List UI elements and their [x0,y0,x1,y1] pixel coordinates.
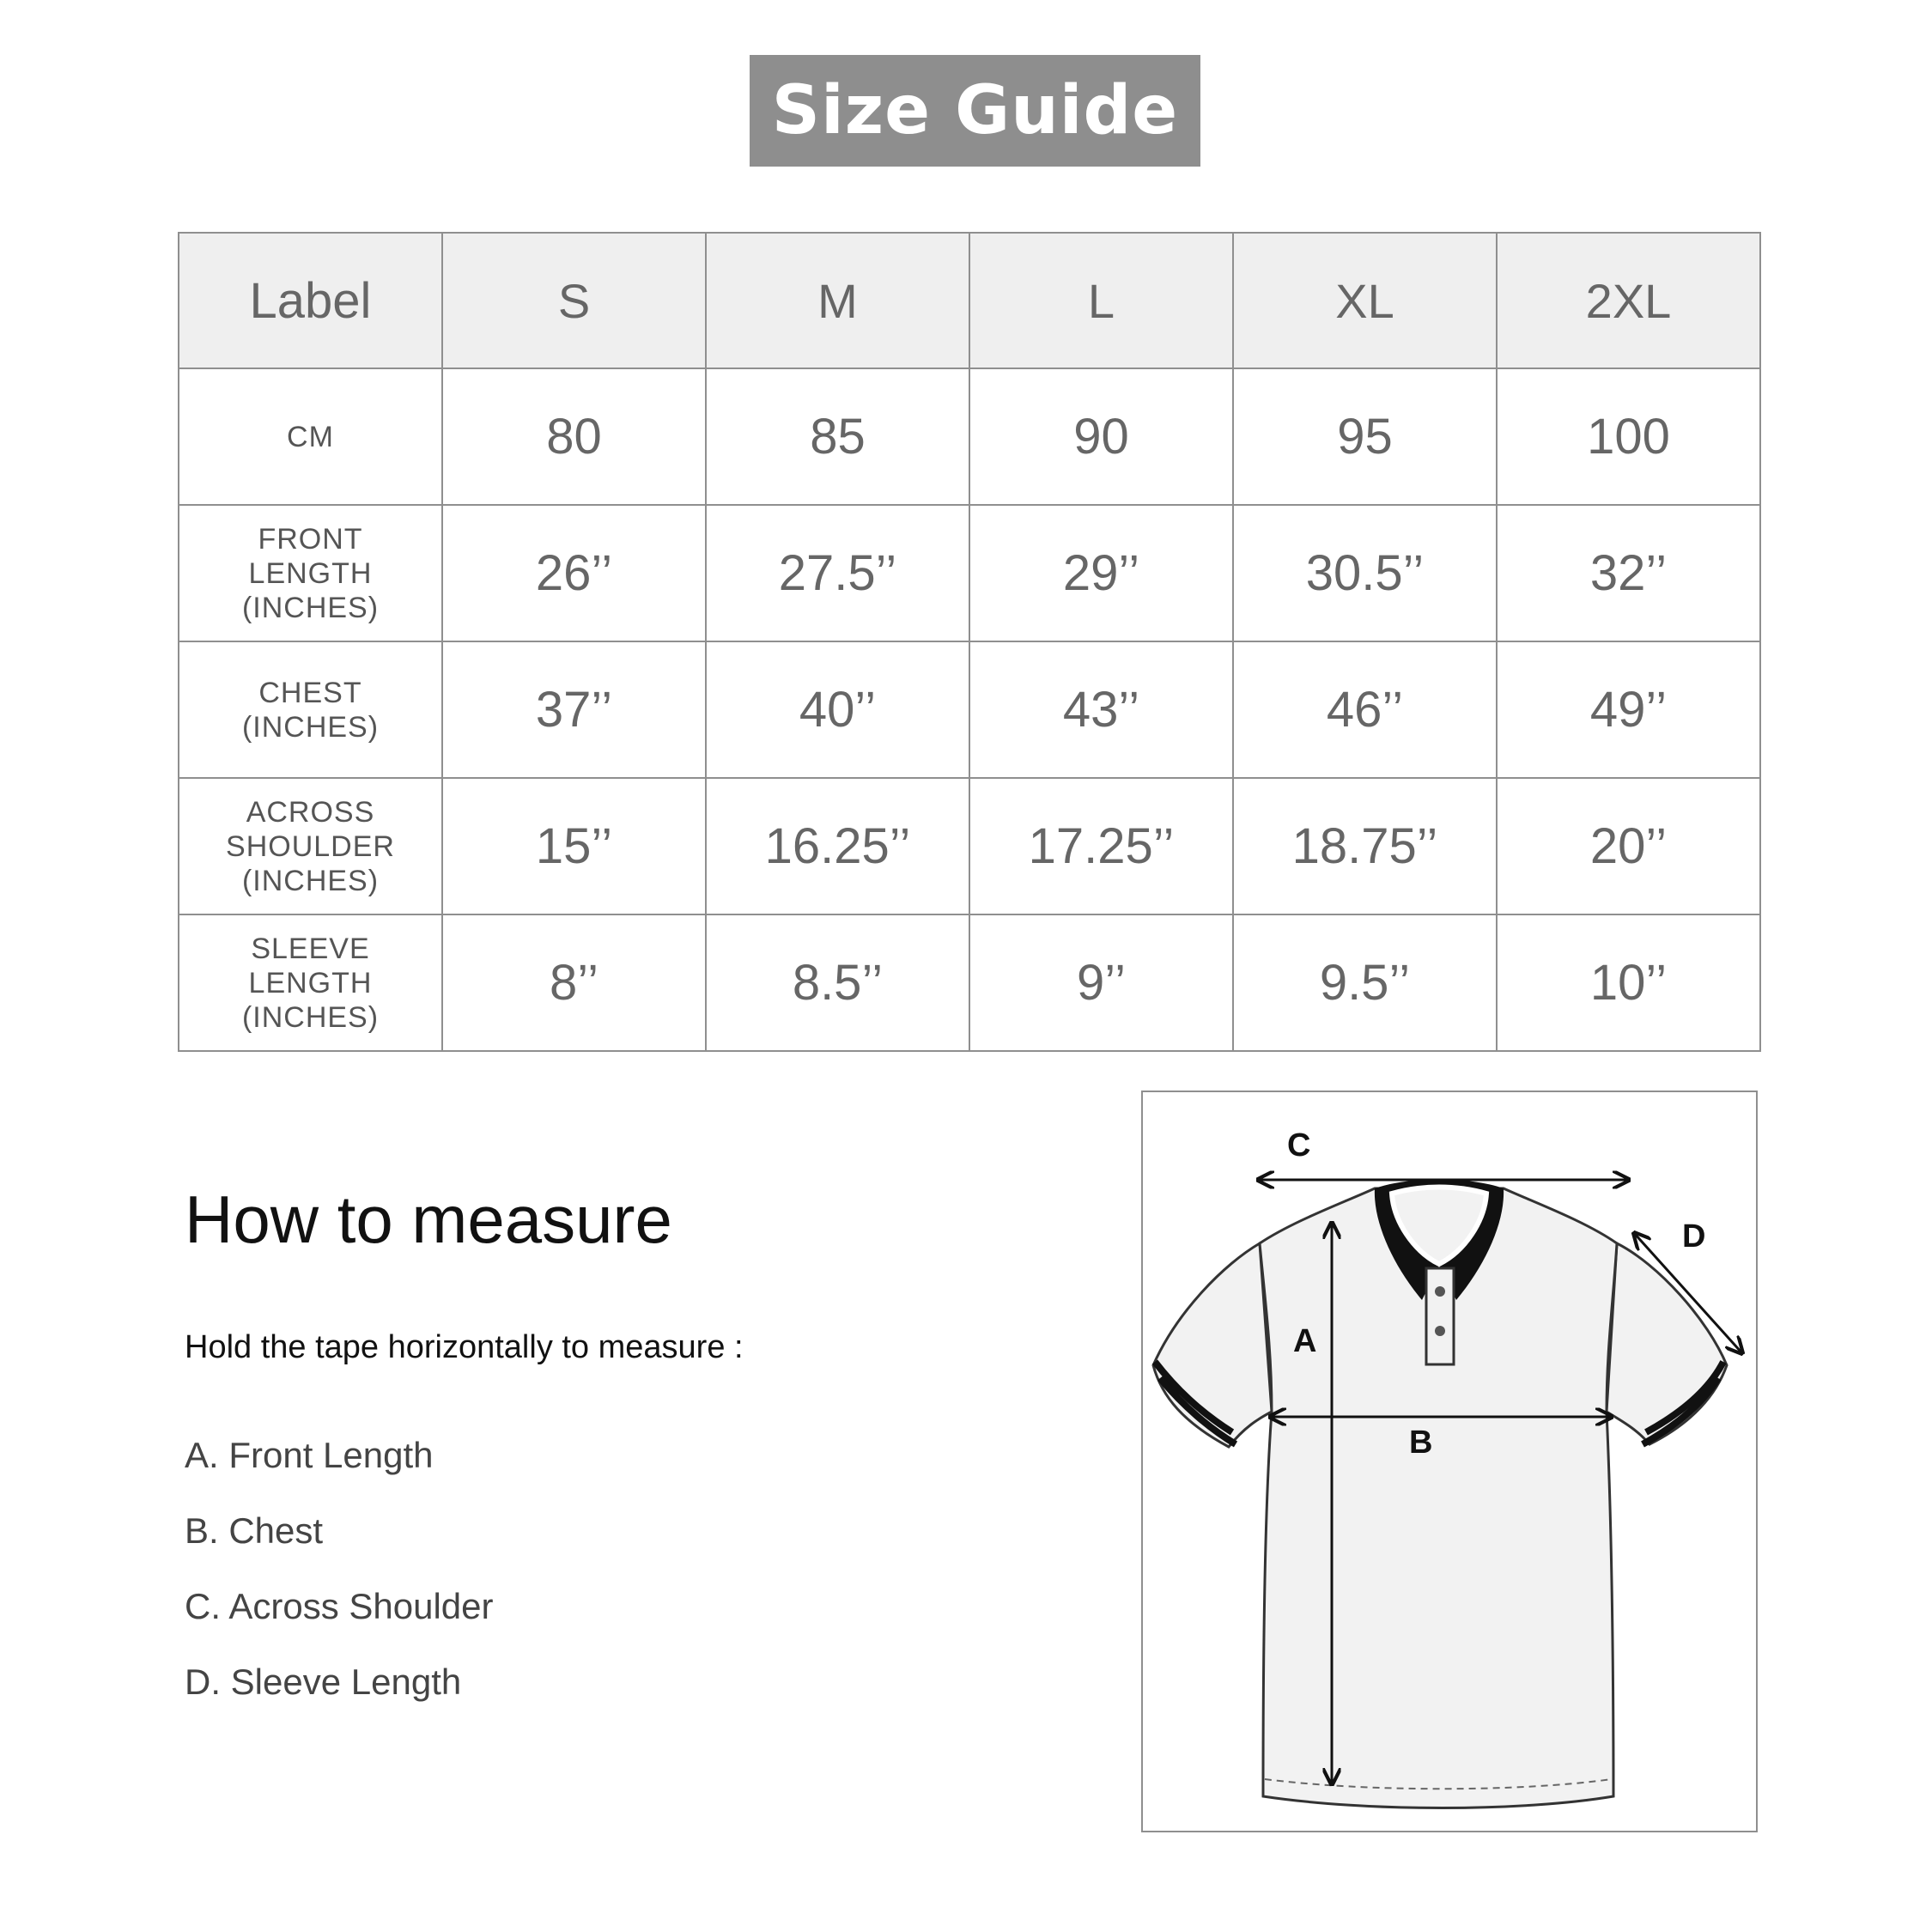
header-label-cell: Label [179,233,442,368]
table-cell: 43’’ [969,641,1233,778]
row-label-across-shoulder [179,778,442,914]
table-cell: 27.5’’ [706,505,969,641]
marker-label-a: A [1293,1323,1317,1359]
table-cell: 30.5’’ [1233,505,1497,641]
table-cell: 32’’ [1497,505,1760,641]
table-cell: 15’’ [442,778,706,914]
table-cell: 9.5’’ [1233,914,1497,1051]
row-label-line: (INCHES) [241,710,380,744]
polo-shirt-diagram [1143,1092,1756,1831]
header-size-s: S [442,233,706,368]
table-cell: 29’’ [969,505,1233,641]
table-cell: 20’’ [1497,778,1760,914]
size-table [178,232,1761,1052]
row-label-line: (INCHES) [241,864,380,897]
header-size-l: L [969,233,1233,368]
table-row-sleeve-length [179,914,1760,1051]
header-size-m: M [706,233,969,368]
marker-label-d: D [1682,1218,1706,1255]
table-cell: 10’’ [1497,914,1760,1051]
list-item: C. Across Shoulder [185,1586,494,1626]
table-cell: 37’’ [442,641,706,778]
row-label-line: CM [287,420,334,453]
table-cell: 8.5’’ [706,914,969,1051]
right-sleeve [1607,1243,1727,1444]
list-item: B. Chest [185,1510,324,1551]
button [1435,1286,1445,1297]
row-label-line: ACROSS [246,795,375,829]
table-cell: 17.25’’ [969,778,1233,914]
table-cell: 18.75’’ [1233,778,1497,914]
button [1435,1326,1445,1336]
header-size-xl: XL [1233,233,1497,368]
placket [1426,1268,1454,1364]
table-row-front-length [179,505,1760,641]
table-row-chest [179,641,1760,778]
row-label-cm [179,368,442,505]
row-label-line: (INCHES) [241,591,380,624]
list-item: D. Sleeve Length [185,1662,462,1702]
size-table-header-row [179,233,1760,368]
list-item: A. Front Length [185,1435,434,1475]
table-cell: 100 [1497,368,1760,505]
marker-label-b: B [1409,1425,1433,1461]
row-label-sleeve-length [179,914,442,1051]
header-size-2xl: 2XL [1497,233,1760,368]
table-cell: 85 [706,368,969,505]
row-label-line: SLEEVE [251,932,370,965]
row-label-line: SHOULDER [226,829,395,863]
table-cell: 40’’ [706,641,969,778]
row-label-line: (INCHES) [241,1000,380,1034]
table-row-cm [179,368,1760,505]
table-cell: 80 [442,368,706,505]
title-banner [750,55,1200,167]
row-label-chest [179,641,442,778]
row-label-line: LENGTH [248,556,373,590]
measure-steps-list [185,1430,494,1732]
marker-label-c: C [1287,1127,1311,1163]
table-cell: 16.25’’ [706,778,969,914]
row-label-line: LENGTH [248,966,373,999]
table-cell: 8’’ [442,914,706,1051]
row-label-front-length [179,505,442,641]
table-cell: 90 [969,368,1233,505]
table-cell: 26’’ [442,505,706,641]
table-cell: 46’’ [1233,641,1497,778]
table-row-across-shoulder [179,778,1760,914]
row-label-line: CHEST [258,676,362,709]
row-label-line: FRONT [258,522,363,556]
table-cell: 49’’ [1497,641,1760,778]
table-cell: 9’’ [969,914,1233,1051]
table-cell: 95 [1233,368,1497,505]
shirt-diagram-frame [1141,1091,1758,1832]
measure-instruction: Hold the tape horizontally to measure : [185,1329,744,1365]
how-to-measure-heading: How to measure [185,1182,672,1257]
page-title: Size Guide [771,72,1179,149]
